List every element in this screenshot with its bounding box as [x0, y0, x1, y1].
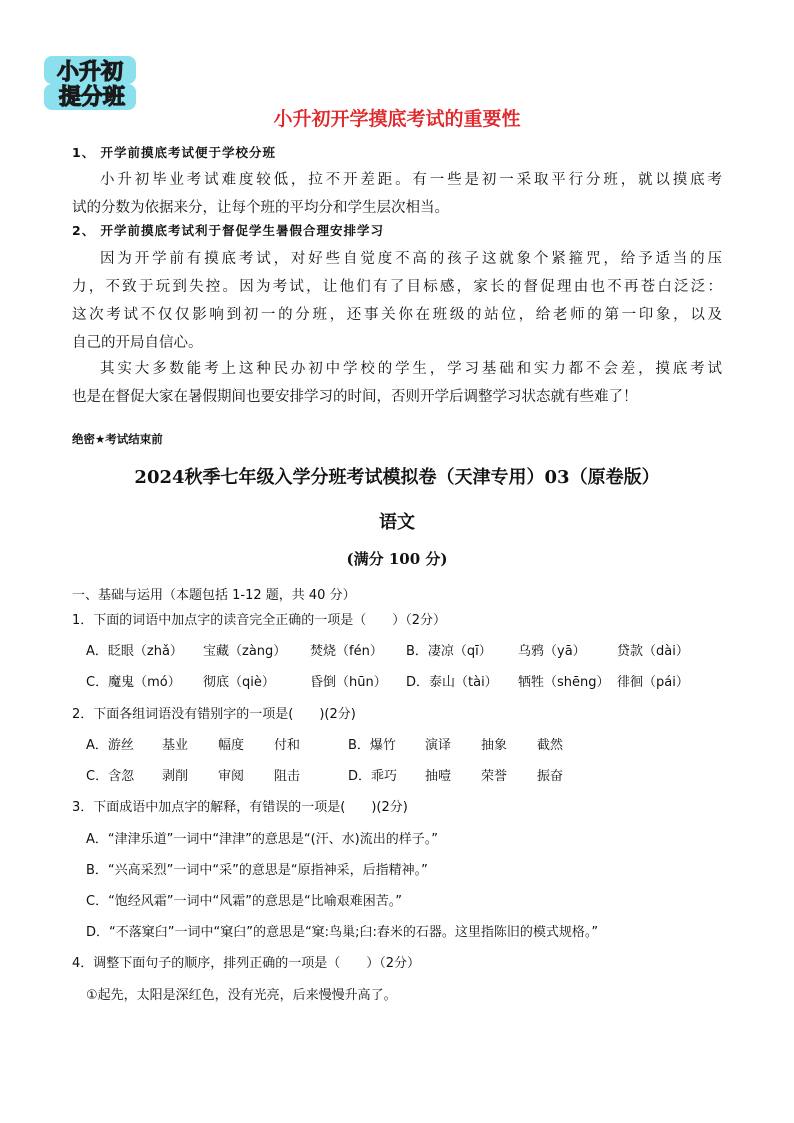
q2-option: 荣誉 — [481, 769, 508, 784]
part1-heading: 一、基础与运用（本题包括 1-12 题，共 40 分） — [72, 588, 356, 603]
q2-option: 付和 — [274, 738, 301, 753]
logo-line2: 提分班 — [58, 85, 126, 110]
section2-line: 这次考试不仅仅影响到初一的分班，还事关你在班级的站位，给老师的第一印象，以及 — [72, 307, 722, 323]
q3-option: D．“不落窠臼”一词中“窠臼”的意思是“窠:鸟巢;臼:舂米的石器。这里指陈旧的模式规格。” — [86, 925, 599, 940]
q1-option: 乌鸦（yā） — [518, 644, 586, 659]
q1-option: B．凄凉（qī） — [406, 644, 492, 659]
confidential-label: 绝密★考试结束前 — [72, 432, 163, 446]
section1-line: 小升初毕业考试难度较低，拉不开差距。有一些是初一采取平行分班，就以摸底考 — [100, 172, 722, 188]
q2-option: 审阅 — [218, 769, 245, 784]
section2-line: 其实大多数能考上这种民办初中学校的学生，学习基础和实力都不会差，摸底考试 — [100, 361, 722, 377]
q1-option: 徘徊（pái） — [617, 675, 689, 690]
q1-option: C．魔鬼（mó） — [86, 675, 181, 690]
q2-option: 演译 — [425, 738, 452, 753]
promo-title: 小升初开学摸底考试的重要性 — [273, 108, 521, 130]
exam-score: (满分 100 分) — [346, 550, 448, 568]
q1-option: 贷款（dài） — [617, 644, 689, 659]
question-1-stem: 1．下面的词语中加点字的读音完全正确的一项是（ ）（2分） — [72, 613, 447, 628]
q1-option: 焚烧（fén） — [310, 644, 383, 659]
q1-option: 牺牲（shēng） — [518, 675, 610, 690]
logo-line1: 小升初 — [56, 60, 124, 85]
q4-sentence: ①起先，太阳是深红色，没有光亮，后来慢慢升高了。 — [86, 988, 397, 1003]
question-2-stem: 2．下面各组词语没有错别字的一项是( )(2分) — [72, 707, 356, 722]
q2-option: C．含忽 — [86, 769, 135, 784]
q2-option: 振奋 — [537, 769, 564, 784]
q3-option: B．“兴高采烈”一词中“采”的意思是“原指神采，后指精神。” — [86, 863, 428, 878]
q2-option: B．爆竹 — [348, 738, 396, 753]
q2-option: 基业 — [162, 738, 189, 753]
section2-line: 力，不致于玩到失控。因为考试，让他们有了目标感，家长的督促理由也不再苍白泛泛： — [72, 279, 722, 295]
exam-title: 2024秋季七年级入学分班考试模拟卷（天津专用）03（原卷版） — [134, 467, 660, 488]
section1-line: 试的分数为依据来分，让每个班的平均分和学生层次相当。 — [72, 200, 449, 216]
q3-option: A．“津津乐道”一词中“津津”的意思是“(汗、水)流出的样子。” — [86, 832, 438, 847]
question-3-stem: 3．下面成语中加点字的解释，有错误的一项是( )(2分) — [72, 800, 408, 815]
q2-option: 阻击 — [274, 769, 301, 784]
q2-option: A．游丝 — [86, 738, 134, 753]
q2-option: 剥削 — [162, 769, 189, 784]
section2-line: 自己的开局自信心。 — [72, 335, 203, 351]
q2-option: 幅度 — [218, 738, 245, 753]
q3-option: C．“饱经风霜”一词中“风霜”的意思是“比喻艰难困苦。” — [86, 894, 402, 909]
q1-option: 彻底（qiè） — [203, 675, 275, 690]
q1-option: D．泰山（tài） — [406, 675, 498, 690]
section2-heading: 2、 开学前摸底考试利于督促学生暑假合理安排学习 — [72, 223, 385, 238]
section2-line: 因为开学前有摸底考试，对好些自觉度不高的孩子这就象个紧箍咒，给予适当的压 — [100, 251, 722, 267]
question-4-stem: 4．调整下面句子的顺序，排列正确的一项是（ ）（2分） — [72, 956, 421, 971]
exam-subject: 语文 — [379, 512, 415, 533]
section2-line: 也是在督促大家在暑假期间也要安排学习的时间，否则开学后调整学习状态就有些难了！ — [72, 389, 638, 405]
q2-option: 抽噎 — [425, 769, 452, 784]
q1-option: 昏倒（hūn） — [310, 675, 387, 690]
q2-option: 截然 — [537, 738, 564, 753]
section1-heading: 1、 开学前摸底考试便于学校分班 — [72, 145, 277, 160]
q2-option: D．乖巧 — [348, 769, 398, 784]
q1-option: A．眨眼（zhǎ） — [86, 644, 183, 659]
q1-option: 宝藏（zàng） — [203, 644, 287, 659]
q2-option: 抽象 — [481, 738, 508, 753]
